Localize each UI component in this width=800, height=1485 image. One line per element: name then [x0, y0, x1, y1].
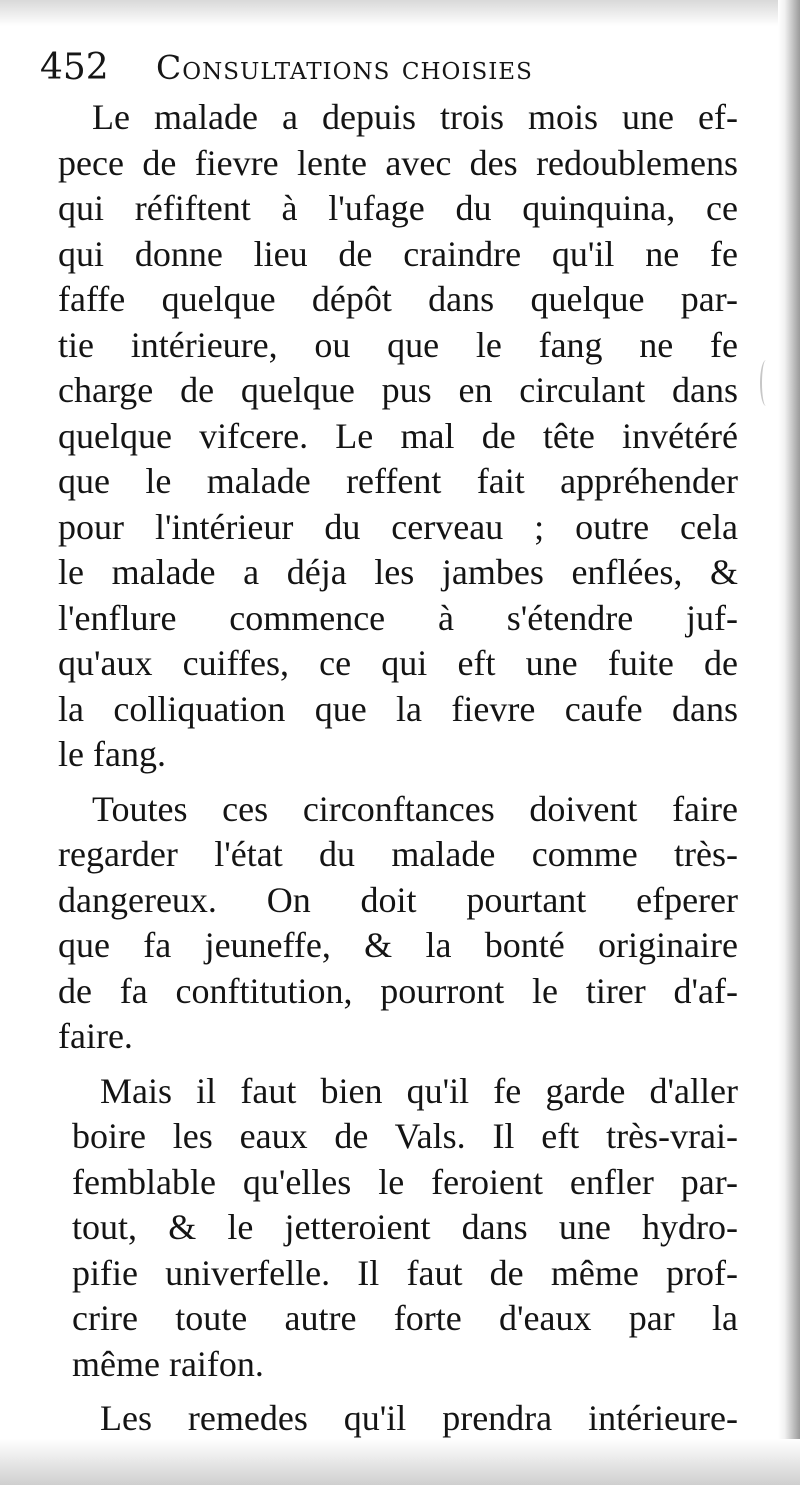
text-line: charge de quelque pus en circulant dans: [58, 370, 738, 410]
text-line: qui réfiftent à l'ufage du quinquina, ce: [58, 188, 738, 228]
text-line: la colliquation que la fievre caufe dans: [58, 688, 738, 729]
text-line: regarder l'état du malade comme très-: [58, 834, 738, 874]
text-line: Toutes ces circonftances doivent faire: [92, 788, 738, 829]
text-line: tie intérieure, ou que le fang ne fe: [58, 324, 738, 365]
text-line: le malade a déja les jambes enflées, &: [58, 552, 738, 592]
page-bottom-shadow: [0, 1439, 800, 1485]
text-line: boire les eaux de Vals. Il eft très-vrai-: [72, 1116, 738, 1156]
text-line: crire toute autre forte d'eaux par la: [72, 1298, 738, 1338]
text-line: faire.: [58, 1016, 133, 1056]
text-line: que le malade reffent fait appréhender: [58, 461, 738, 501]
text-line: le fang.: [58, 734, 166, 774]
text-line: pece de fievre lente avec des redoublemens: [58, 142, 738, 183]
text-line: pifie univerfelle. Il faut de même prof-: [72, 1252, 738, 1293]
running-title: Consultations choisies: [156, 48, 533, 87]
text-line: que fa jeuneffe, & la bonté originaire: [58, 925, 738, 965]
text-line: pour l'intérieur du cerveau ; outre cela: [58, 506, 738, 547]
text-line: même raifon.: [72, 1343, 264, 1384]
body-text: [58, 95, 738, 1442]
text-line: Mais il faut bien qu'il fe garde d'aller: [100, 1070, 738, 1111]
page-gutter-shadow: [778, 0, 800, 1485]
text-line: qu'aux cuiffes, ce qui eft une fuite de: [58, 643, 738, 683]
text-line: faffe quelque dépôt dans quelque par-: [58, 279, 738, 319]
page-number: 452: [40, 47, 109, 88]
text-line: dangereux. On doit pourtant efperer: [58, 879, 738, 920]
text-line: tout, & le jetteroient dans une hydro-: [72, 1207, 738, 1247]
text-line: quelque vifcere. Le mal de tête invétéré: [58, 415, 738, 456]
text-line: Le malade a depuis trois mois une ef-: [92, 97, 738, 137]
paper-blemish: [760, 360, 772, 406]
running-header: [40, 40, 740, 96]
text-line: Les remedes qu'il prendra intérieure-: [100, 1398, 738, 1438]
text-line: qui donne lieu de craindre qu'il ne fe: [58, 233, 738, 274]
text-line: femblable qu'elles le feroient enfler par-: [72, 1161, 738, 1202]
text-line: l'enflure commence à s'étendre juf-: [58, 597, 738, 638]
text-line: de fa conftitution, pourront le tirer d'af-: [58, 970, 738, 1011]
page-top-shadow: [0, 0, 800, 26]
